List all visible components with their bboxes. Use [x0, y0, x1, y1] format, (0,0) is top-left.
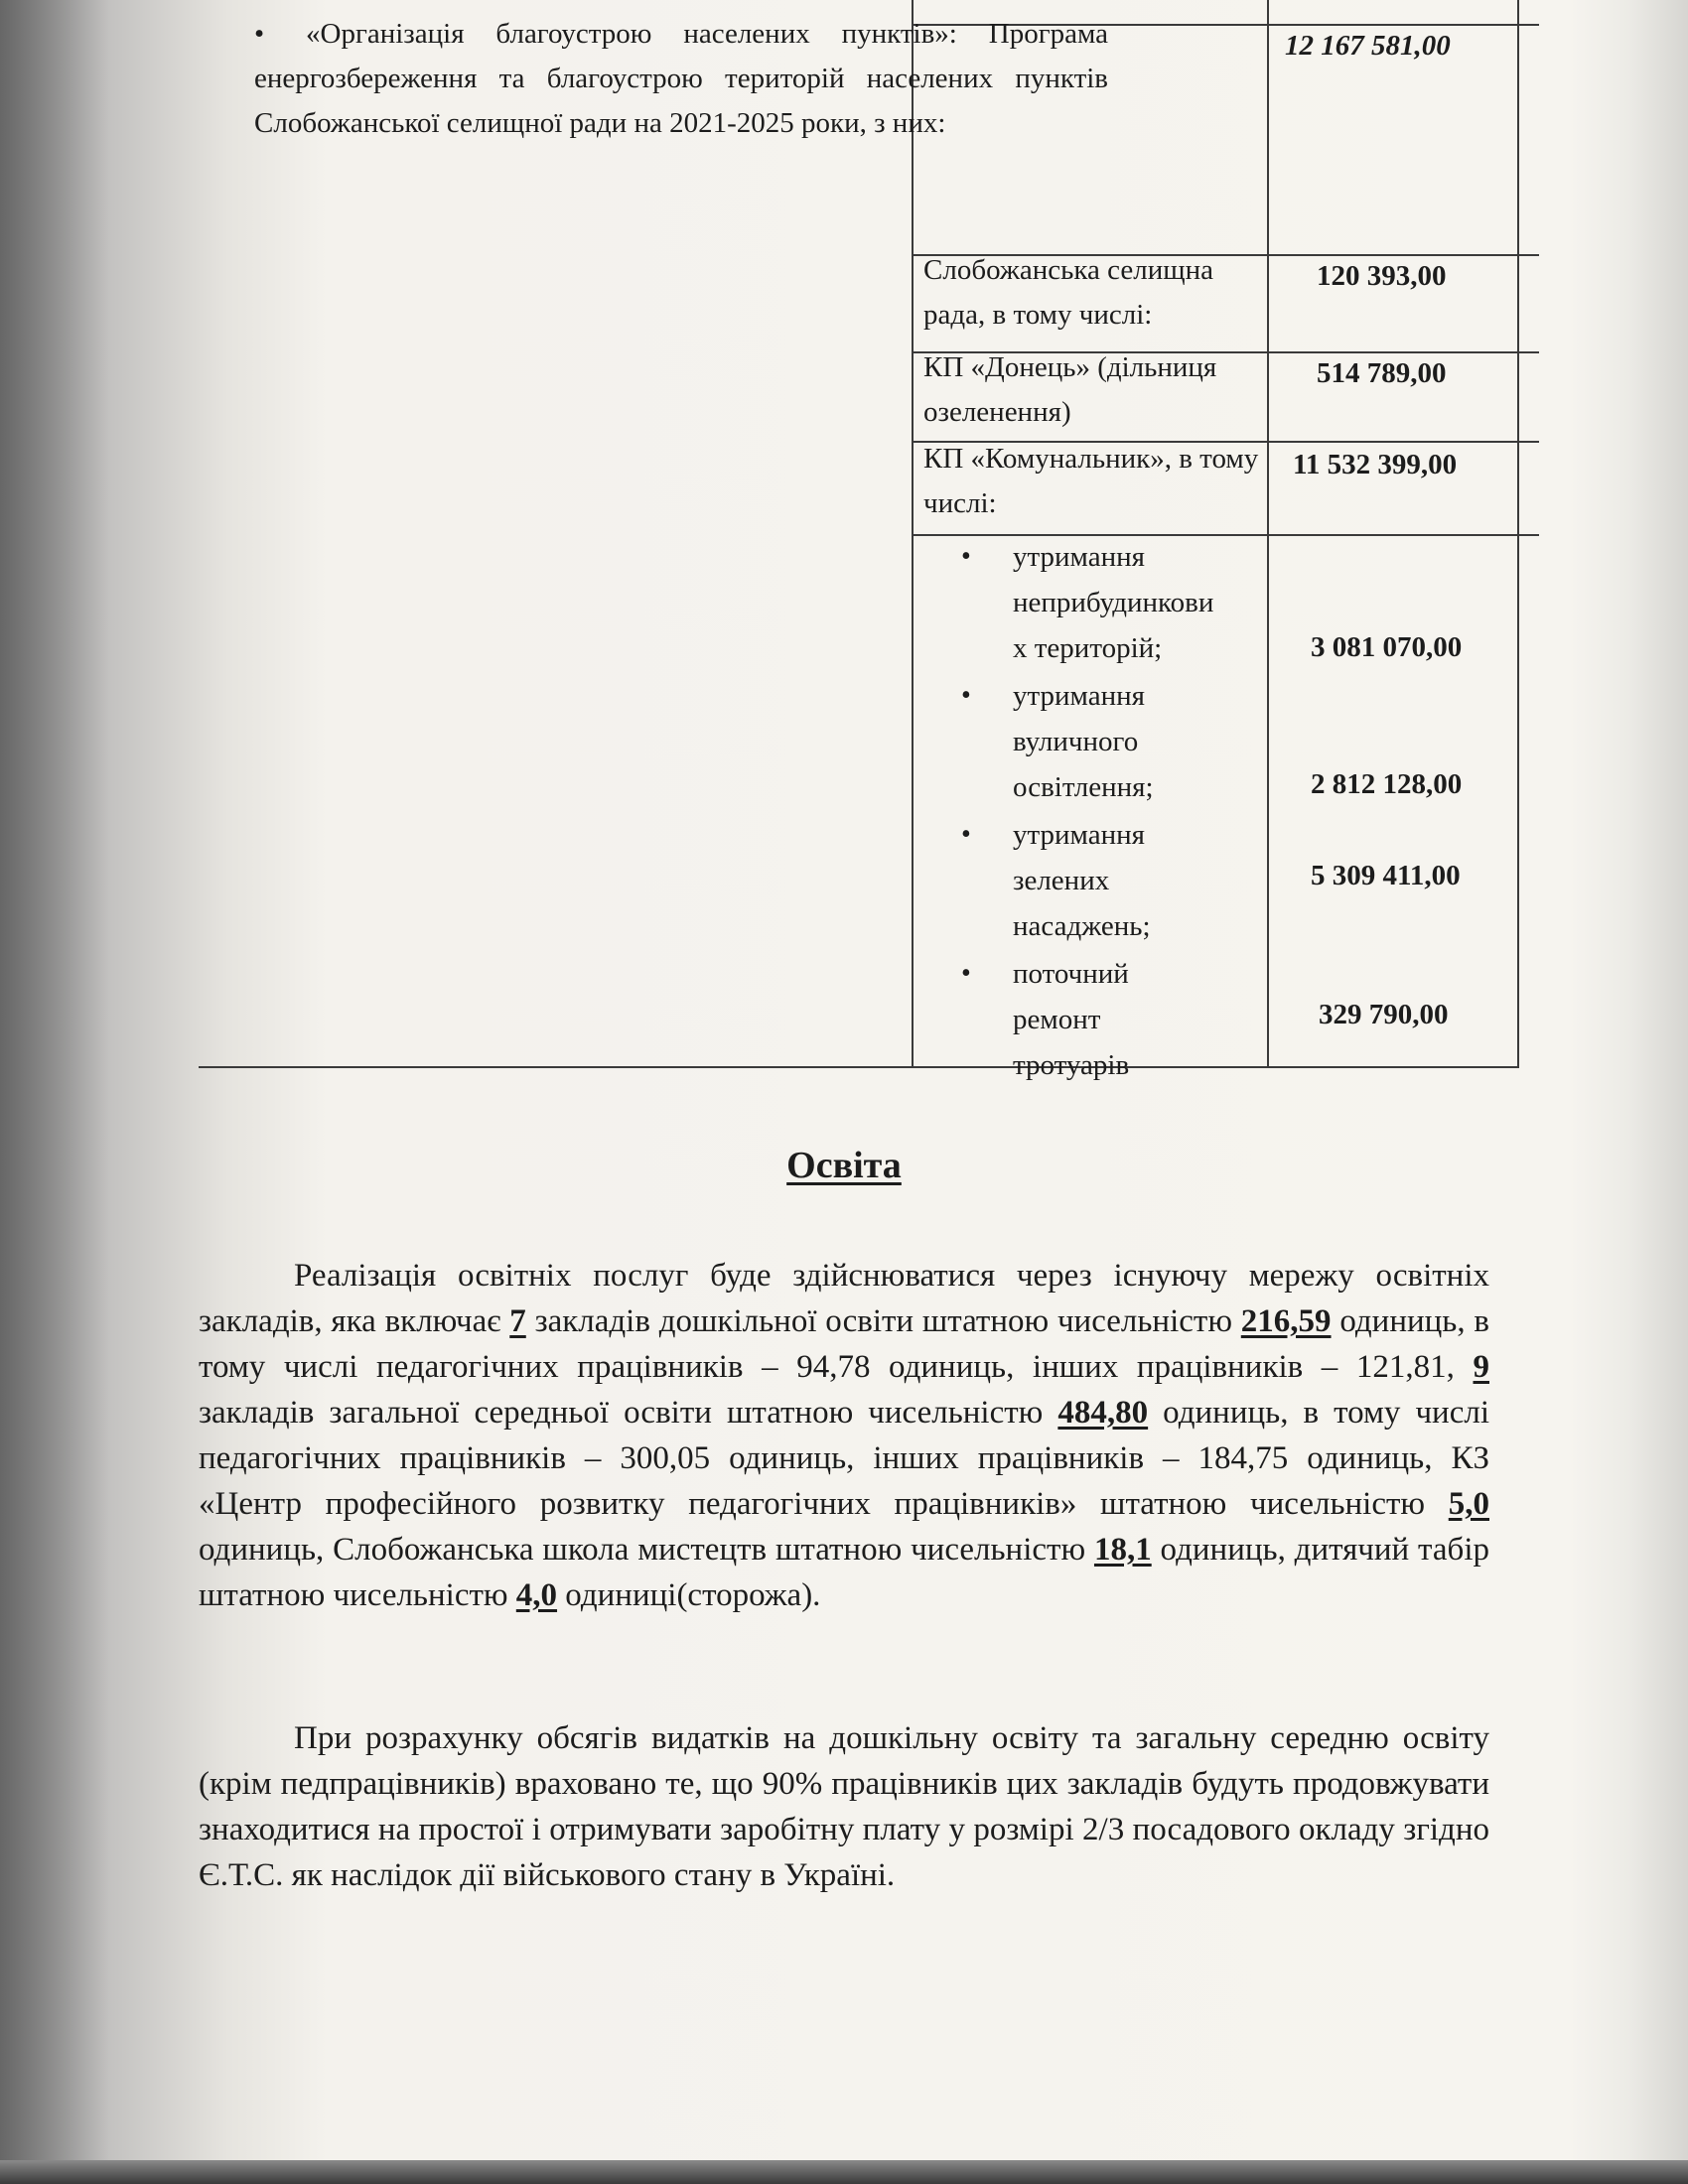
- subitem-amount: 5 309 411,00: [1311, 860, 1461, 891]
- row-amount: 514 789,00: [1317, 357, 1447, 389]
- row-label: Слобожанська селищна рада, в тому числі:: [923, 254, 1213, 331]
- bullet-icon: •: [961, 680, 971, 711]
- budget-table: [199, 0, 1519, 1100]
- scan-bottom-edge: [0, 2160, 1688, 2184]
- staff-camp: 4,0: [515, 1577, 558, 1613]
- row-label: КП «Донець» (дільниця озеленення): [923, 351, 1217, 428]
- count-schools: 9: [1473, 1349, 1489, 1385]
- subitem-amount: 3 081 070,00: [1311, 631, 1463, 663]
- staff-art-school: 18,1: [1093, 1532, 1152, 1568]
- subitem-label: • утримання неприбудинкови х територій;: [1013, 534, 1213, 671]
- count-preschool: 7: [509, 1303, 526, 1339]
- subitem-amount: 2 812 128,00: [1311, 768, 1463, 800]
- staff-preschool: 216,59: [1240, 1303, 1332, 1339]
- subitem-label: • поточний ремонт тротуарів: [1013, 951, 1129, 1088]
- subitem-label: • утримання зелених насаджень;: [1013, 812, 1151, 949]
- paragraph-expenditure-calc: При розрахунку обсягів видатків на дошкільну освіту та загальну середню освіту (крім педпрацівників) враховано те, що 90% працівників цих закладів будуть продовжувати знаходитися на простої і отримувати заробітну плату у розмірі 2/3 посадового окладу згідно Є.Т.С. як наслідок дії військового стану в Україні.: [199, 1720, 1489, 1893]
- bullet-icon: •: [254, 18, 265, 50]
- table-bottom-border: [199, 1066, 1519, 1068]
- table-right-border: [1517, 0, 1519, 1068]
- row-amount: 120 393,00: [1317, 260, 1447, 292]
- column-divider: [1267, 0, 1269, 1068]
- section-title: Освіта: [786, 1145, 902, 1186]
- bullet-icon: •: [961, 958, 971, 989]
- bullet-icon: •: [961, 541, 971, 572]
- program-text: «Організація благоустрою населених пунктів»: Програма енергозбереження та благоустрою територій населених пунктів Слобожанської селищної ради на 2021-2025 роки, з них:: [254, 18, 1108, 139]
- row-divider: [914, 534, 1539, 536]
- bullet-icon: •: [961, 819, 971, 850]
- program-total-amount: 12 167 581,00: [1285, 30, 1451, 62]
- column-divider: [912, 0, 914, 1068]
- program-description: [254, 12, 1108, 146]
- row-amount: 11 532 399,00: [1293, 449, 1458, 480]
- staff-center: 5,0: [1448, 1486, 1489, 1522]
- row-label: КП «Комунальник», в тому числі:: [923, 443, 1259, 519]
- staff-schools: 484,80: [1057, 1395, 1149, 1431]
- subitem-label: • утримання вуличного освітлення;: [1013, 673, 1154, 810]
- paragraph-education-network: Реалізація освітніх послуг буде здійснюватися через існуючу мережу освітніх закладів, яка включає 7 закладів дошкільної освіти штатною чисельністю 216,59 одиниць, в тому числі педагогічних працівників – 94,78 одиниць, інших працівників – 121,81, 9 закладів загальної середньої освіти штатною чисельністю 484,80 одиниць, в тому числі педагогічних працівників – 300,05 одиниць, інших працівників – 184,75 одиниць, КЗ «Центр професійного розвитку педагогічних працівників» штатною чисельністю 5,0 одиниць, Слобожанська школа мистецтв штатною чисельністю 18,1 одиниць, дитячий табір штатною чисельністю 4,0 одиниці(сторожа).: [199, 1258, 1489, 1613]
- subitem-amount: 329 790,00: [1319, 999, 1449, 1030]
- binding-shadow: [0, 0, 109, 2184]
